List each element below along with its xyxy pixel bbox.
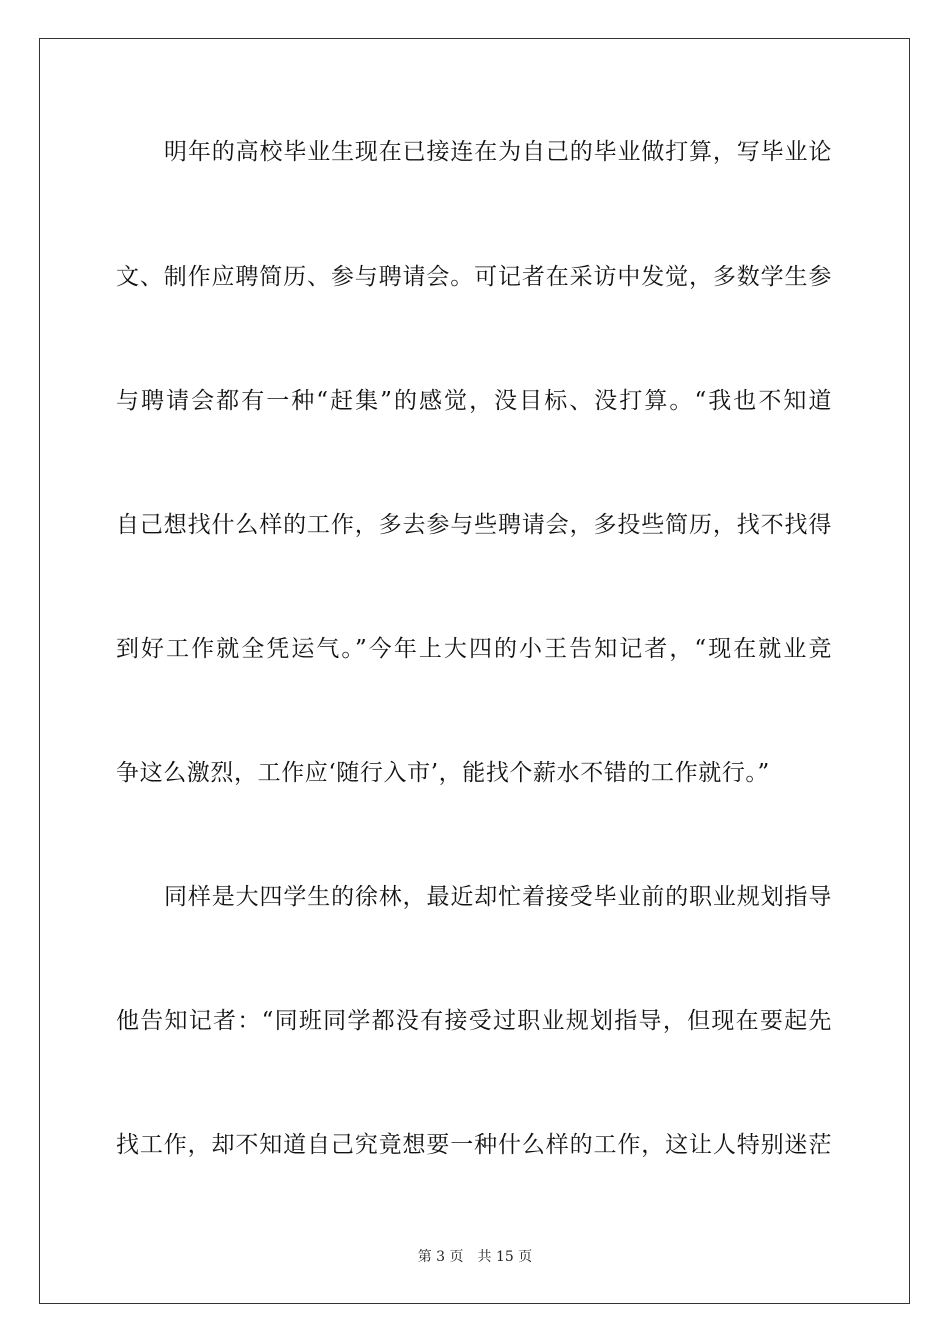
page-footer [0, 1248, 950, 1266]
paragraph-2-line-3: 找工作，却不知道自己究竟想要一种什么样的工作，这让人特别迷茫 [116, 1132, 832, 1158]
page-frame [39, 38, 910, 1304]
paragraph-1-line-1: 明年的高校毕业生现在已接连在为自己的毕业做打算，写毕业论 [164, 139, 832, 165]
paragraph-2-line-2: 他告知记者：“同班同学都没有接受过职业规划指导，但现在要起先 [116, 1008, 832, 1034]
paragraph-1-line-4: 自己想找什么样的工作，多去参与些聘请会，多投些简历，找不找得 [116, 512, 832, 538]
paragraph-1-line-2: 文、制作应聘简历、参与聘请会。可记者在采访中发觉，多数学生参 [116, 264, 832, 290]
page-total: 共 15 页 [477, 1249, 533, 1265]
paragraph-1-line-5: 到好工作就全凭运气。”今年上大四的小王告知记者，“现在就业竞 [116, 636, 832, 662]
page-number: 第 3 页 [417, 1249, 464, 1265]
paragraph-2-line-1: 同样是大四学生的徐林，最近却忙着接受毕业前的职业规划指导 [164, 884, 832, 910]
paragraph-1-line-3: 与聘请会都有一种“赶集”的感觉，没目标、没打算。“我也不知道 [116, 388, 832, 414]
paragraph-1-line-6: 争这么激烈，工作应‘随行入市’，能找个薪水不错的工作就行。” [116, 760, 770, 786]
